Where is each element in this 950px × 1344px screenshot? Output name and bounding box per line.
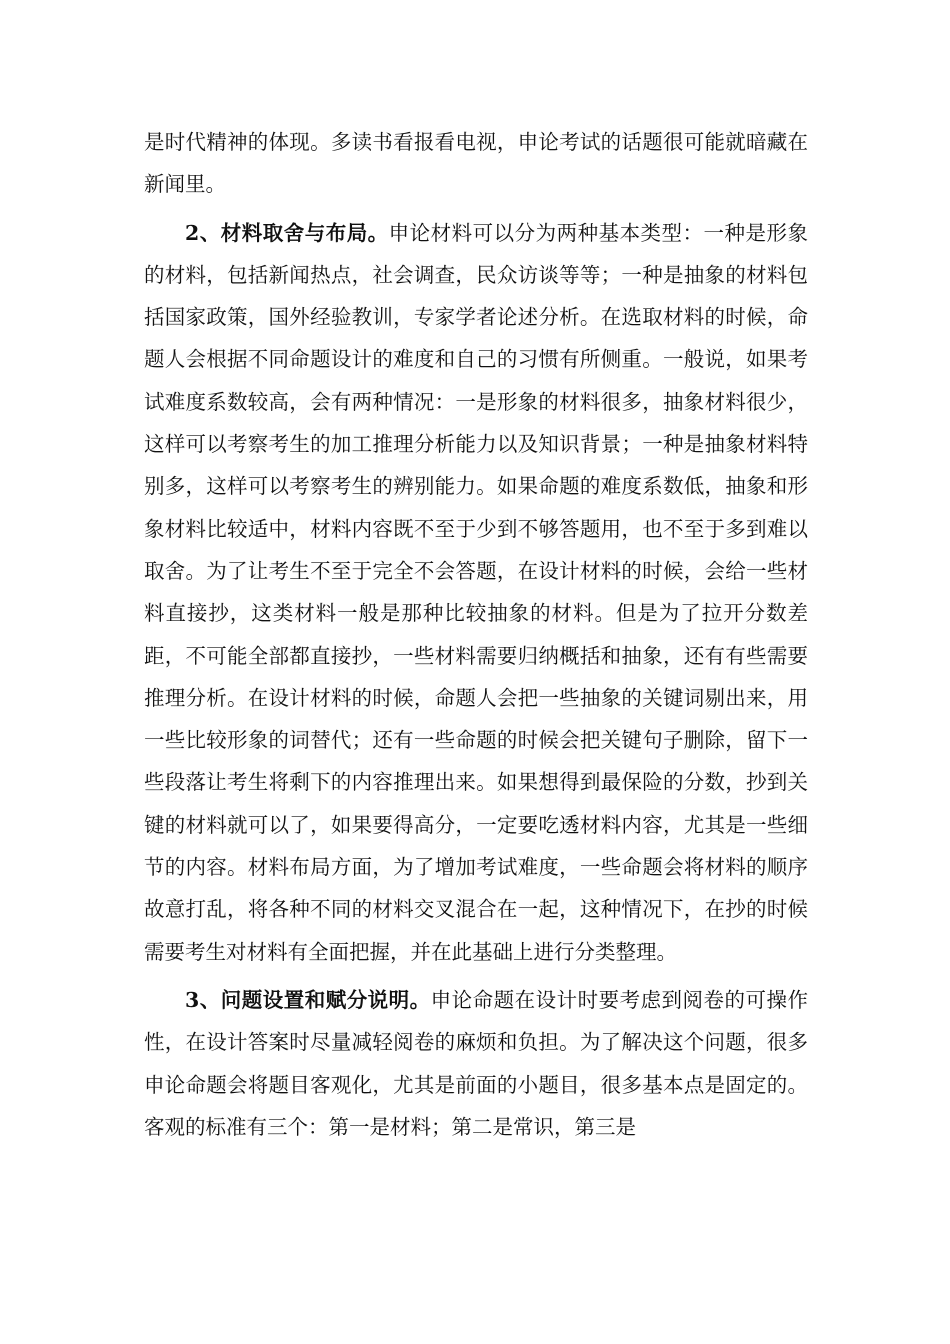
paragraph-continuation [144, 121, 808, 206]
paragraph-materials-layout [144, 212, 808, 973]
paragraph-question-scoring [144, 979, 808, 1148]
paragraph-text: 申论命题在设计时要考虑到阅卷的可操作性，在设计答案时尽量减轻阅卷的麻烦和负担。为了解决这个问题，很多申论命题会将题目客观化，尤其是前面的小题目，很多基本点是固定的。客观的标准有三个：第一是材料；第二是常识，第三是 [144, 987, 808, 1139]
section-heading: 3、问题设置和赋分说明。 [185, 987, 431, 1012]
section-heading: 2、材料取舍与布局。 [185, 220, 389, 245]
document-page [144, 121, 808, 1148]
paragraph-text: 是时代精神的体现。多读书看报看电视，申论考试的话题很可能就暗藏在新闻里。 [144, 130, 808, 197]
paragraph-text: 申论材料可以分为两种基本类型：一种是形象的材料，包括新闻热点，社会调查，民众访谈等等；一种是抽象的材料包括国家政策，国外经验教训，专家学者论述分析。在选取材料的时候，命题人会根据不同命题设计的难度和自己的习惯有所侧重。一般说，如果考试难度系数较高，会有两种情况：一是形象的材料很多，抽象材料很少，这样可以考察考生的加工推理分析能力以及知识背景；一种是抽象材料特别多，这样可以考察考生的辨别能力。如果命题的难度系数低，抽象和形象材料比较适中，材料内容既不至于少到不够答题用，也不至于多到难以取舍。为了让考生不至于完全不会答题，在设计材料的时候，会给一些材料直接抄，这类材料一般是那种比较抽象的材料。但是为了拉开分数差距，不可能全部都直接抄，一些材料需要归纳概括和抽象，还有有些需要推理分析。在设计材料的时候，命题人会把一些抽象的关键词剔出来，用一些比较形象的词替代；还有一些命题的时候会把关键句子删除，留下一些段落让考生将剩下的内容推理出来。如果想得到最保险的分数，抄到关键的材料就可以了，如果要得高分，一定要吃透材料内容，尤其是一些细节的内容。材料布局方面，为了增加考试难度，一些命题会将材料的顺序故意打乱，将各种不同的材料交叉混合在一起，这种情况下，在抄的时候需要考生对材料有全面把握，并在此基础上进行分类整理。 [144, 220, 808, 964]
